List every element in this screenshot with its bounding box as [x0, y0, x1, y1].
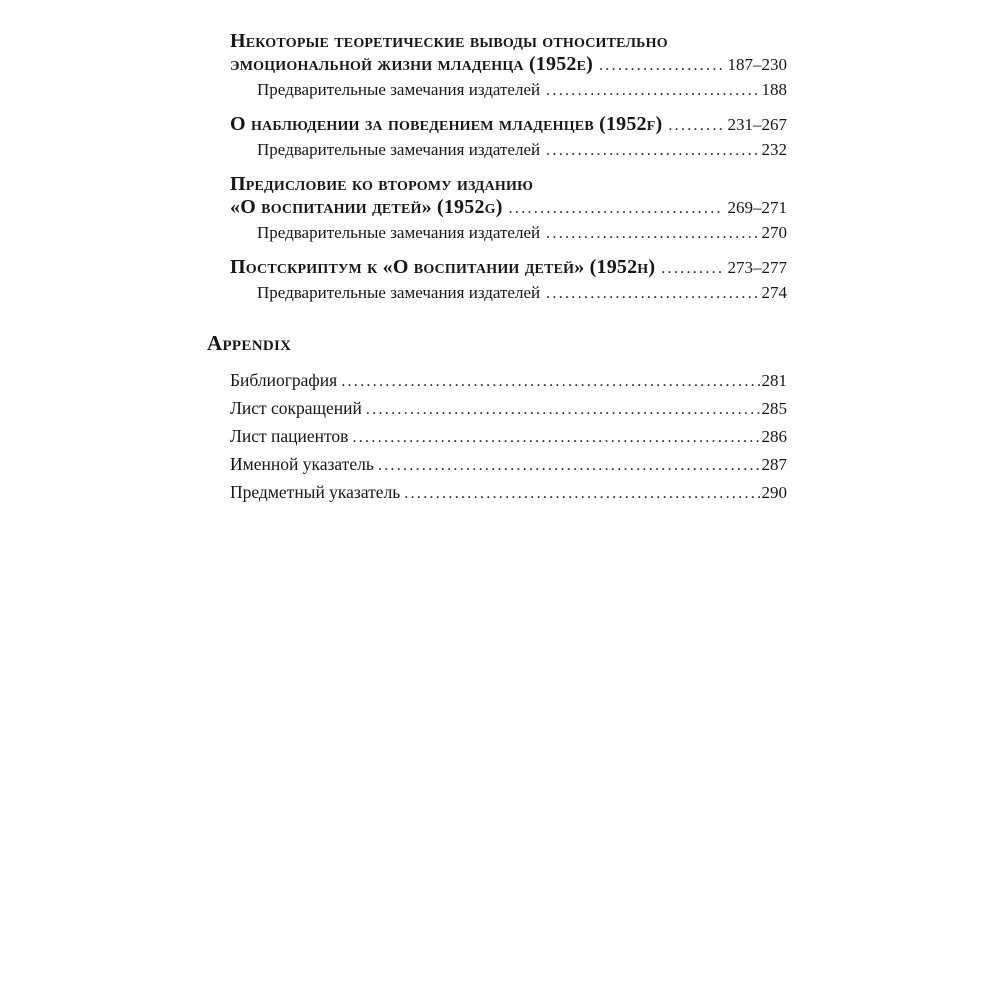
appendix-item-title: Именной указатель: [230, 454, 374, 474]
toc-subentry-title: Предварительные замечания издателей: [257, 283, 541, 302]
dot-leader: [352, 424, 759, 451]
page-number: 287: [761, 455, 787, 474]
page-number: 273–277: [727, 258, 787, 277]
dot-leader: [661, 257, 722, 280]
toc-entry-title: Некоторые теоретические выводы относительно: [230, 30, 668, 52]
toc-entry: [207, 30, 787, 101]
dot-leader: [509, 197, 723, 220]
page-number: 187–230: [727, 55, 787, 74]
dot-leader: [546, 223, 756, 244]
appendix-item: [230, 395, 787, 423]
page-number: 188: [761, 80, 787, 99]
toc-entry-title-continuation: эмоциональной жизни младенца (1952e): [230, 53, 593, 75]
page-number: 274: [761, 283, 787, 302]
toc-subentry: [257, 139, 787, 161]
toc-subentry-title: Предварительные замечания издателей: [257, 223, 541, 242]
page-number: 231–267: [727, 115, 787, 134]
dot-leader: [341, 368, 759, 395]
dot-leader: [404, 480, 759, 507]
appendix-item: [230, 423, 787, 451]
table-of-contents: [207, 30, 787, 507]
appendix-item-title: Лист пациентов: [230, 426, 349, 446]
toc-subentry: [257, 282, 787, 304]
dot-leader: [668, 114, 722, 137]
dot-leader: [366, 396, 760, 423]
dot-leader: [378, 452, 760, 479]
page-number: 285: [761, 399, 787, 418]
toc-entry: [207, 173, 787, 244]
appendix-item-title: Предметный указатель: [230, 482, 401, 502]
toc-subentry-title: Предварительные замечания издателей: [257, 140, 541, 159]
toc-entry-title: О наблюдении за поведением младенцев (1952f): [230, 113, 663, 135]
page-number: 270: [761, 223, 787, 242]
dot-leader: [546, 80, 756, 101]
appendix-item-title: Библиография: [230, 370, 338, 390]
appendix-item-title: Лист сокращений: [230, 398, 362, 418]
page-number: 290: [761, 483, 787, 502]
toc-subentry: [257, 222, 787, 244]
toc-entry-title: Предисловие ко второму изданию: [230, 173, 534, 195]
page-number: 286: [761, 427, 787, 446]
toc-entry: [207, 256, 787, 304]
appendix-item: [230, 367, 787, 395]
toc-entry: [207, 113, 787, 161]
dot-leader: [599, 54, 723, 77]
toc-subentry: [257, 79, 787, 101]
dot-leader: [546, 283, 756, 304]
toc-entry-title-continuation: «О воспитании детей» (1952g): [230, 196, 503, 218]
page-number: 232: [761, 140, 787, 159]
toc-entry-title: Постскриптум к «О воспитании детей» (1952h): [230, 256, 656, 278]
appendix-item: [230, 479, 787, 507]
appendix-item: [230, 451, 787, 479]
page-number: 281: [761, 371, 787, 390]
dot-leader: [546, 140, 756, 161]
page-number: 269–271: [727, 198, 787, 217]
appendix-heading: Appendix: [207, 331, 292, 355]
toc-subentry-title: Предварительные замечания издателей: [257, 80, 541, 99]
